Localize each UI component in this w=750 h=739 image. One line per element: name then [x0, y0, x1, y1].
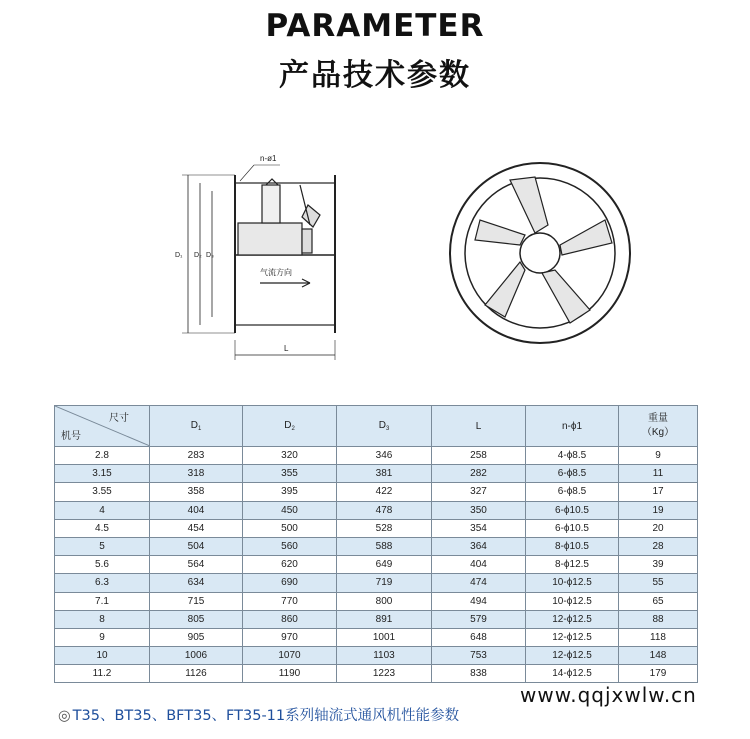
table-row	[55, 501, 698, 519]
table-row	[55, 647, 698, 665]
table-cell: 770	[243, 592, 337, 610]
header-weight: 重量 （Kg）	[619, 406, 698, 447]
table-cell: 355	[243, 465, 337, 483]
table-cell: 404	[150, 501, 243, 519]
table-cell: 1103	[337, 647, 432, 665]
table-cell: 65	[619, 592, 698, 610]
blade-shape	[302, 205, 320, 227]
table-row	[55, 592, 698, 610]
corner-bottom-label: 机号	[61, 431, 81, 442]
table-cell: 478	[337, 501, 432, 519]
table-cell: 860	[243, 610, 337, 628]
table-cell: 970	[243, 628, 337, 646]
table-cell: 891	[337, 610, 432, 628]
table-cell: 6-ϕ8.5	[526, 465, 619, 483]
table-cell: 364	[432, 537, 526, 555]
table-cell: 3.15	[55, 465, 150, 483]
header-n-phi1: n-ϕ1	[526, 406, 619, 447]
table-cell: 327	[432, 483, 526, 501]
table-cell: 318	[150, 465, 243, 483]
table-cell: 395	[243, 483, 337, 501]
table-cell: 1126	[150, 665, 243, 683]
table-cell: 118	[619, 628, 698, 646]
table-cell: 1223	[337, 665, 432, 683]
table-cell: 474	[432, 574, 526, 592]
table-row	[55, 447, 698, 465]
caption-bullet: ◎	[58, 708, 71, 724]
table-cell: 648	[432, 628, 526, 646]
table-cell: 800	[337, 592, 432, 610]
table-cell: 579	[432, 610, 526, 628]
table-cell: 11	[619, 465, 698, 483]
table-cell: 838	[432, 665, 526, 683]
table-cell: 450	[243, 501, 337, 519]
header-l: L	[432, 406, 526, 447]
table-cell: 588	[337, 537, 432, 555]
table-cell: 20	[619, 519, 698, 537]
front-hub	[520, 233, 560, 273]
table-cell: 6.3	[55, 574, 150, 592]
table-cell: 404	[432, 556, 526, 574]
table-cell: 422	[337, 483, 432, 501]
table-cell: 805	[150, 610, 243, 628]
table-cell: 8-ϕ10.5	[526, 537, 619, 555]
table-cell: 17	[619, 483, 698, 501]
label-L: L	[284, 344, 289, 353]
label-airflow: 气流方向	[260, 268, 292, 277]
table-cell: 320	[243, 447, 337, 465]
table-cell: 11.2	[55, 665, 150, 683]
table-cell: 12-ϕ12.5	[526, 647, 619, 665]
table-cell: 1190	[243, 665, 337, 683]
label-d3: D₃	[206, 252, 214, 259]
table-cell: 4.5	[55, 519, 150, 537]
table-cell: 350	[432, 501, 526, 519]
table-cell: 258	[432, 447, 526, 465]
table-cell: 2.8	[55, 447, 150, 465]
table-cell: 753	[432, 647, 526, 665]
table-cell: 620	[243, 556, 337, 574]
table-cell: 88	[619, 610, 698, 628]
table-body	[55, 447, 698, 683]
table-row	[55, 465, 698, 483]
header-d2: $D_2$	[243, 406, 337, 447]
motor-body	[238, 223, 302, 255]
table-cell: 9	[55, 628, 150, 646]
caption-text: T35、BT35、BFT35、FT35-11系列轴流式通风机性能参数	[72, 708, 460, 724]
table-cell: 39	[619, 556, 698, 574]
table-cell: 6-ϕ8.5	[526, 483, 619, 501]
table-cell: 5.6	[55, 556, 150, 574]
table-row	[55, 628, 698, 646]
table-row	[55, 610, 698, 628]
table-cell: 358	[150, 483, 243, 501]
table-cell: 905	[150, 628, 243, 646]
header-d1: $D_1$	[150, 406, 243, 447]
table-cell: 5	[55, 537, 150, 555]
watermark-text: www.qqjxwlw.cn	[520, 683, 697, 707]
table-cell: 564	[150, 556, 243, 574]
table-cell: 7.1	[55, 592, 150, 610]
table-cell: 179	[619, 665, 698, 683]
table-cell: 4-ϕ8.5	[526, 447, 619, 465]
table-cell: 19	[619, 501, 698, 519]
table-cell: 8-ϕ12.5	[526, 556, 619, 574]
label-n-phi1: n-ø1	[260, 154, 277, 163]
table-cell: 1006	[150, 647, 243, 665]
table-cell: 283	[150, 447, 243, 465]
table-row	[55, 556, 698, 574]
table-cell: 454	[150, 519, 243, 537]
table-cell: 1001	[337, 628, 432, 646]
table-cell: 4	[55, 501, 150, 519]
table-cell: 6-ϕ10.5	[526, 501, 619, 519]
table-cell: 282	[432, 465, 526, 483]
label-d2: D₂	[194, 252, 202, 259]
table-row	[55, 665, 698, 683]
header-d3: $D_3$	[337, 406, 432, 447]
motor-support	[262, 185, 280, 223]
table-caption	[58, 704, 459, 725]
parameter-table-wrap	[54, 405, 697, 683]
table-cell: 528	[337, 519, 432, 537]
table-cell: 10-ϕ12.5	[526, 574, 619, 592]
table-cell: 148	[619, 647, 698, 665]
table-cell: 560	[243, 537, 337, 555]
table-cell: 504	[150, 537, 243, 555]
label-d1: D₁	[175, 252, 183, 259]
table-cell: 12-ϕ12.5	[526, 628, 619, 646]
table-cell: 500	[243, 519, 337, 537]
page-title-en: PARAMETER	[265, 8, 485, 44]
table-cell: 6-ϕ10.5	[526, 519, 619, 537]
table-row	[55, 537, 698, 555]
table-row	[55, 483, 698, 501]
table-cell: 8	[55, 610, 150, 628]
fan-drawing	[150, 145, 640, 380]
table-cell: 14-ϕ12.5	[526, 665, 619, 683]
table-cell: 719	[337, 574, 432, 592]
table-cell: 28	[619, 537, 698, 555]
table-cell: 346	[337, 447, 432, 465]
table-cell: 634	[150, 574, 243, 592]
table-cell: 354	[432, 519, 526, 537]
table-cell: 690	[243, 574, 337, 592]
table-cell: 1070	[243, 647, 337, 665]
table-cell: 55	[619, 574, 698, 592]
parameter-table	[54, 405, 698, 683]
table-cell: 381	[337, 465, 432, 483]
table-row	[55, 574, 698, 592]
table-cell: 715	[150, 592, 243, 610]
table-cell: 3.55	[55, 483, 150, 501]
corner-top-label: 尺寸	[109, 413, 129, 424]
table-cell: 9	[619, 447, 698, 465]
table-cell: 10-ϕ12.5	[526, 592, 619, 610]
table-header-row	[55, 406, 698, 447]
table-cell: 649	[337, 556, 432, 574]
table-cell: 494	[432, 592, 526, 610]
page-title-zh: 产品技术参数	[279, 58, 471, 93]
table-cell: 10	[55, 647, 150, 665]
corner-header-cell	[55, 406, 150, 447]
table-row	[55, 519, 698, 537]
table-cell: 12-ϕ12.5	[526, 610, 619, 628]
